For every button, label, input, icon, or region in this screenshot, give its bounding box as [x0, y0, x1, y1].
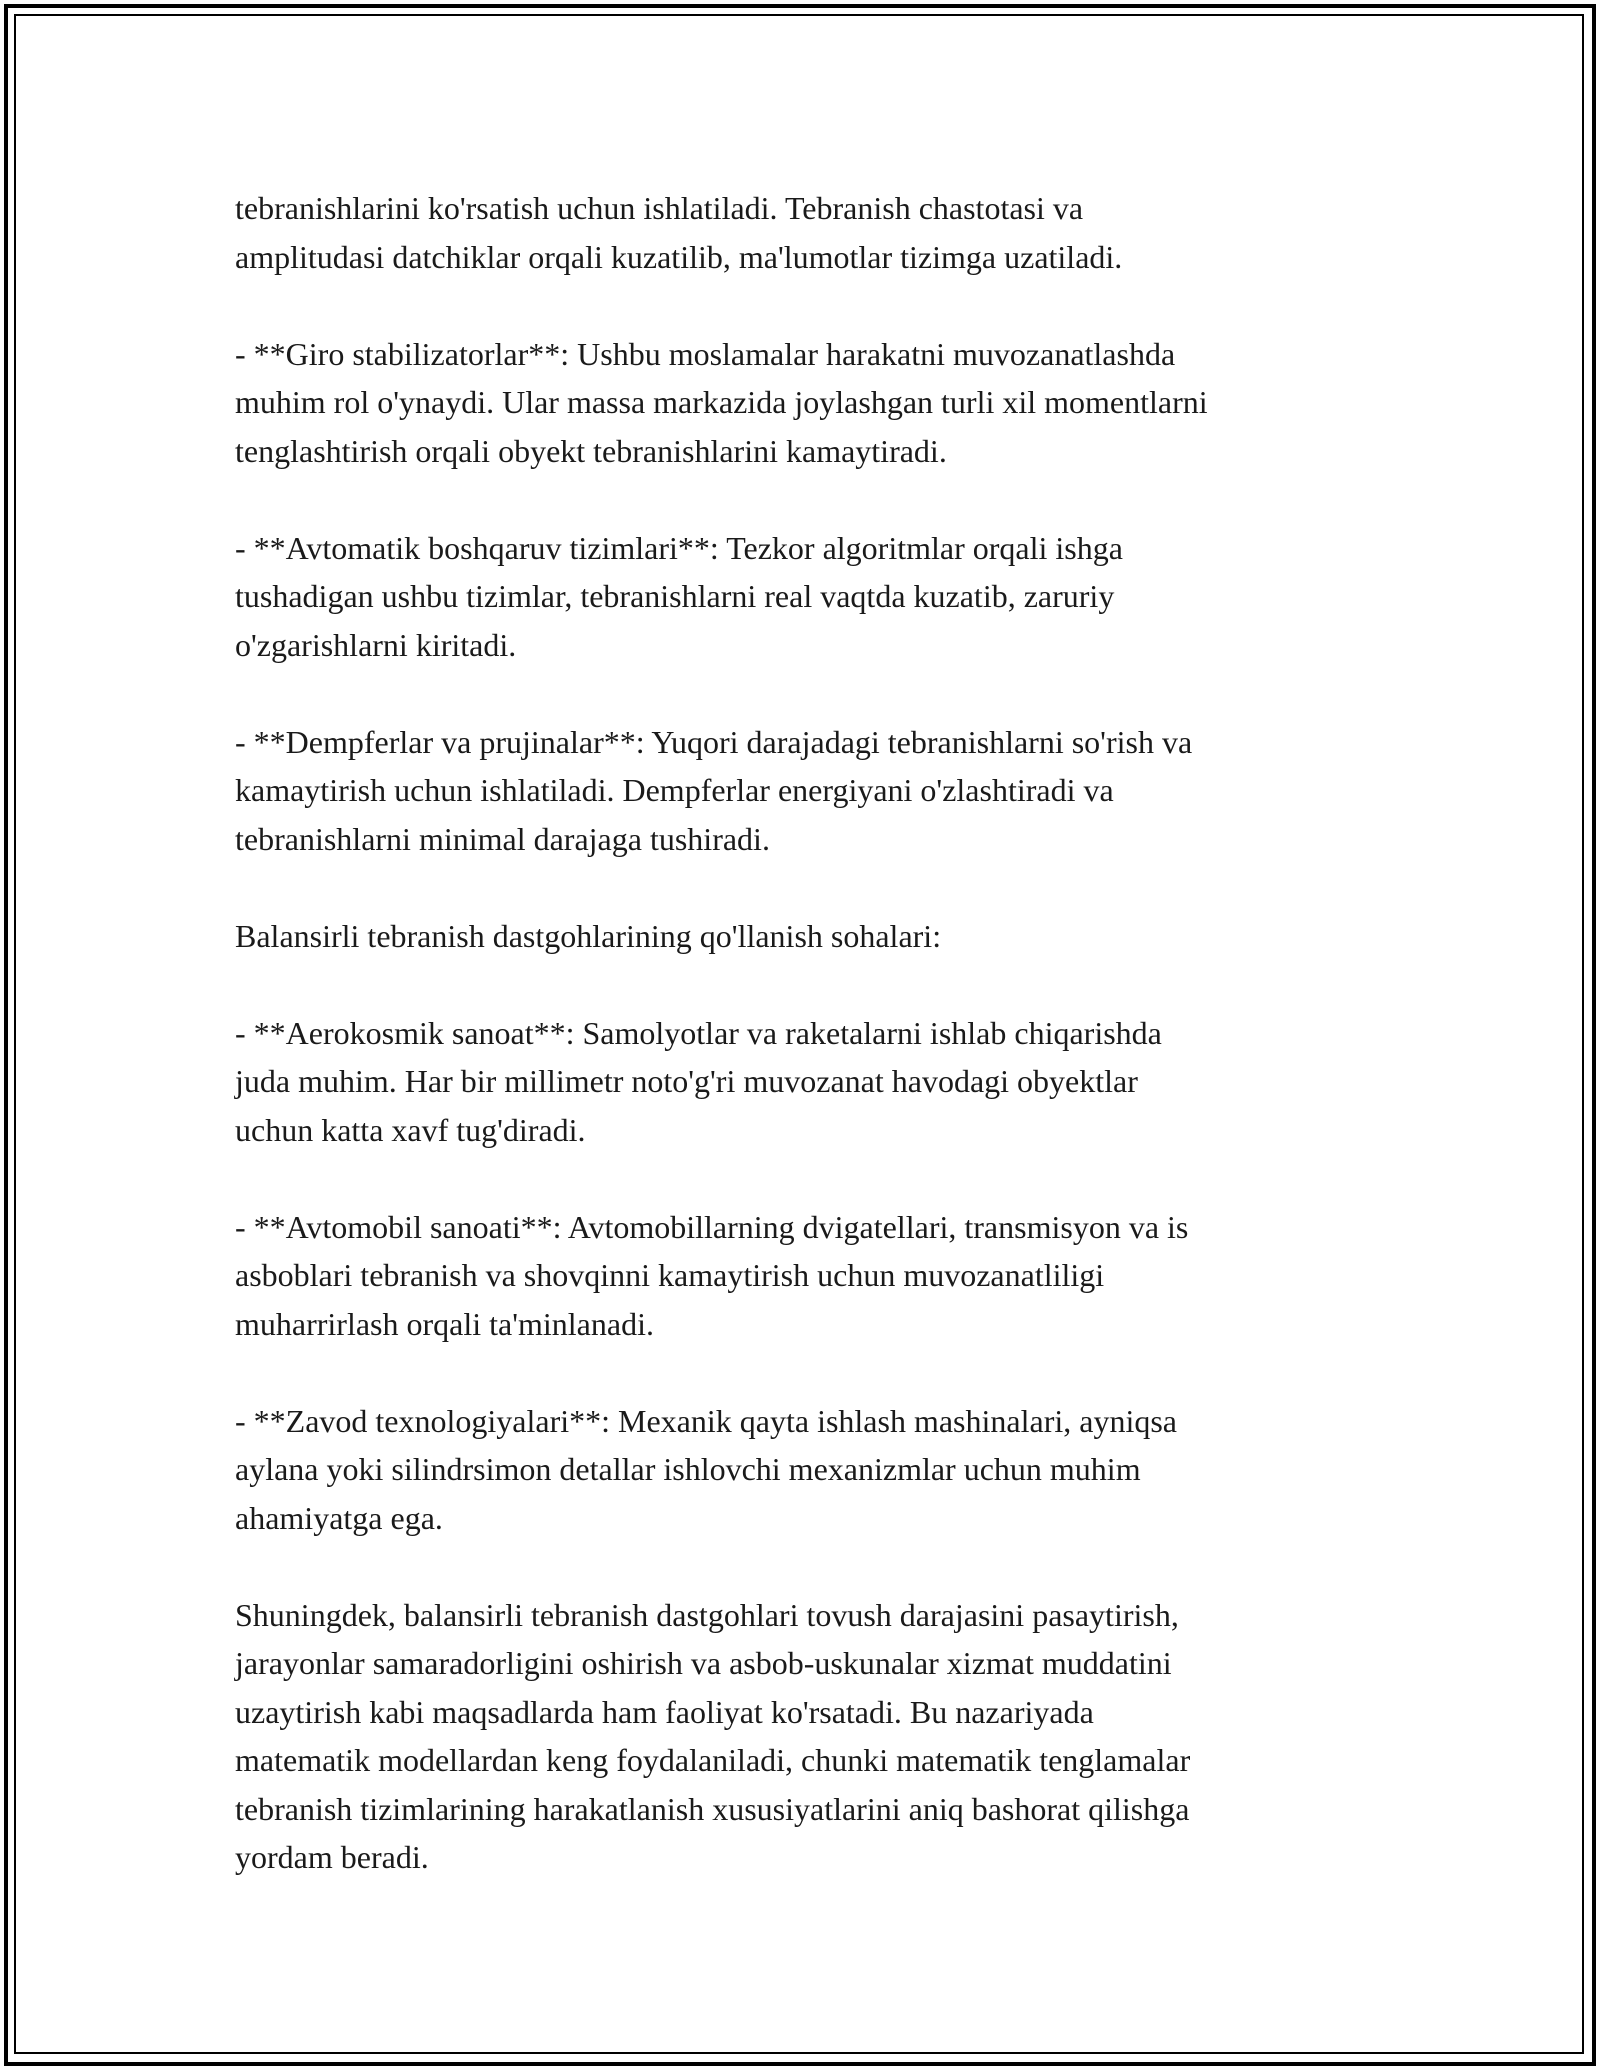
paragraph-gyro-stabilizers: - **Giro stabilizatorlar**: Ushbu moslamalar harakatni muvozanatlashda muhim rol o'ynaydi. Ular massa markazida joylashgan turli xil momentlarni tenglashtirish orqali obyekt tebranishlarini kamaytiradi. [235, 335, 1208, 469]
paragraph-automotive: - **Avtomobil sanoati**: Avtomobillarning dvigatellari, transmisyon va is asboblari tebranish va shovqinni kamaytirish uchun muvozanatliligi muharrirlash orqali ta'minlanadi. [235, 1208, 1189, 1342]
paragraph-vibration-sensors: tebranishlarini ko'rsatish uchun ishlatiladi. Tebranish chastotasi va amplitudasi datchiklar orqali kuzatilib, ma'lumotlar tizimga uzatiladi. [235, 190, 1123, 275]
paragraph-application-areas-heading: Balansirli tebranish dastgohlarining qo'llanish sohalari: [235, 917, 942, 954]
document-body [235, 184, 1365, 1930]
paragraph-aerospace: - **Aerokosmik sanoat**: Samolyotlar va raketalarni ishlab chiqarishda juda muhim. Har bir millimetr noto'g'ri muvozanat havodagi obyektlar uchun katta xavf tug'diradi. [235, 1014, 1162, 1148]
paragraph-dampers-springs: - **Dempferlar va prujinalar**: Yuqori darajadagi tebranishlarni so'rish va kamaytirish uchun ishlatiladi. Dempferlar energiyani o'zlashtiradi va tebranishlarni minimal darajaga tushiradi. [235, 723, 1193, 857]
paragraph-conclusion: Shuningdek, balansirli tebranish dastgohlari tovush darajasini pasaytirish, jarayonlar samaradorligini oshirish va asbob-uskunalar xizmat muddatini uzaytirish kabi maqsadlarda ham faoliyat ko'rsatadi. Bu nazariyada matematik modellardan keng foydalaniladi, chunki matematik tenglamalar tebranish tizimlarining harakatlanish xususiyatlarini aniq bashorat qilishga yordam beradi. [235, 1596, 1191, 1875]
paragraph-automatic-control: - **Avtomatik boshqaruv tizimlari**: Tezkor algoritmlar orqali ishga tushadigan ushbu tizimlar, tebranishlarni real vaqtda kuzatib, zaruriy o'zgarishlarni kiritadi. [235, 529, 1123, 663]
paragraph-factory-tech: - **Zavod texnologiyalari**: Mexanik qayta ishlash mashinalari, ayniqsa aylana yoki silindrsimon detallar ishlovchi mexanizmlar uchun muhim ahamiyatga ega. [235, 1402, 1177, 1536]
